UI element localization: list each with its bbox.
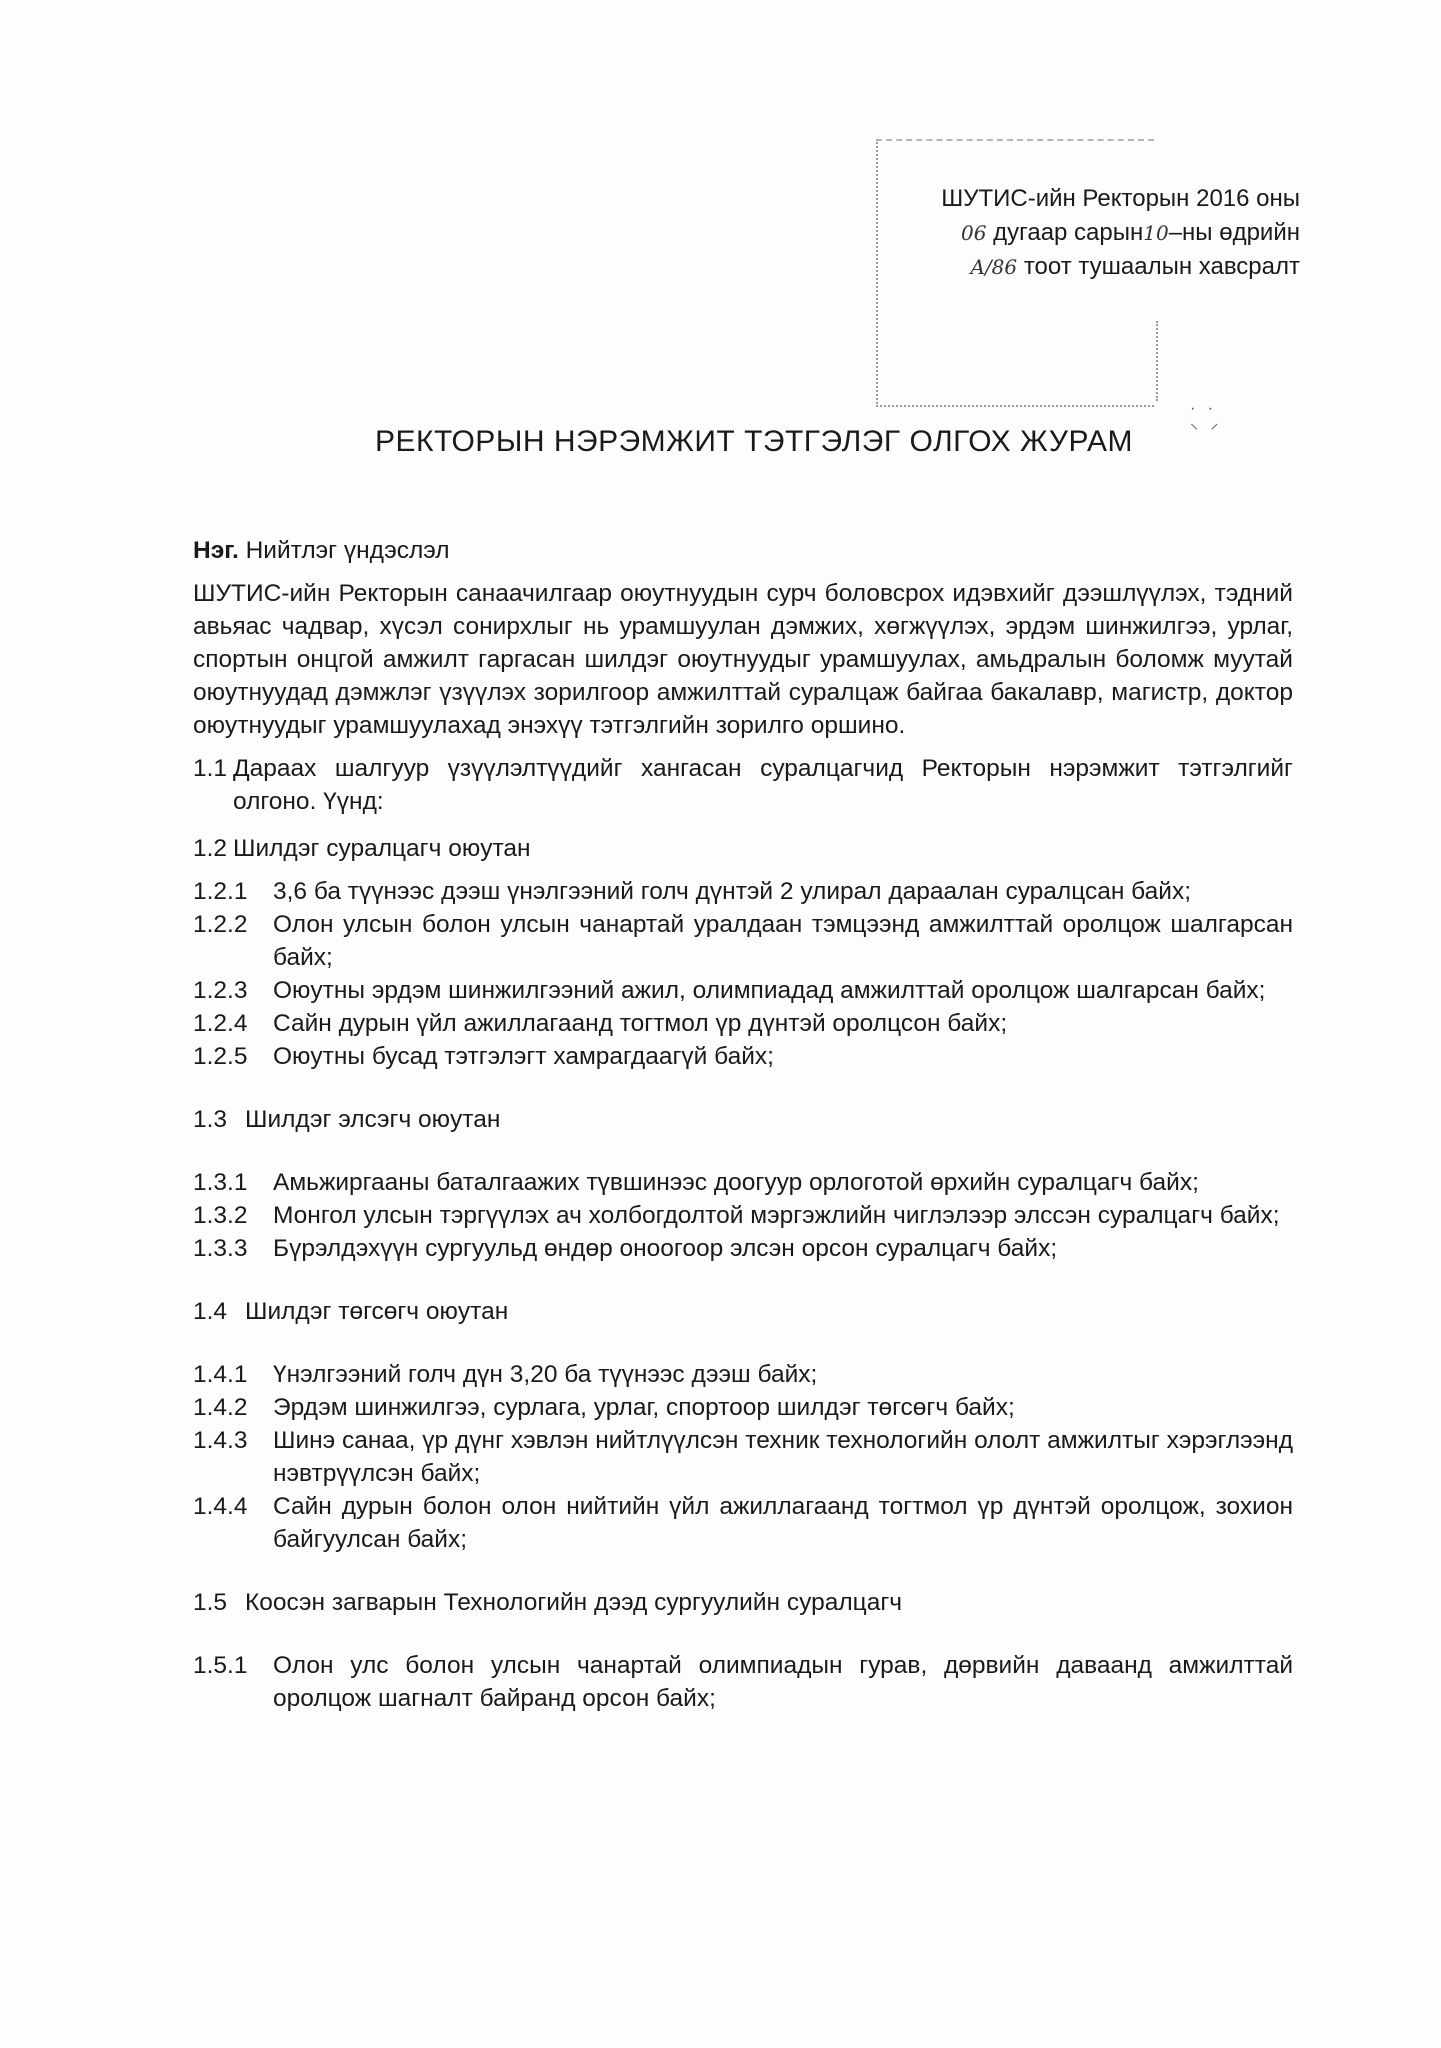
- subsection-title: Шилдэг элсэгч оюутан: [245, 1106, 501, 1133]
- clause-text: Дараах шалгуур үзүүлэлтүүдийг хангасан суралцагчид Ректорын нэрэмжит тэтгэлгийг олгоно. Үүнд:: [233, 755, 1293, 815]
- list-item-number: 1.3.3: [193, 1235, 248, 1262]
- subsection-1-5-heading: [193, 1586, 1293, 1619]
- list-item-text: Сайн дурын болон олон нийтийн үйл ажиллагаанд тогтмол үр дүнтэй оролцож, зохион байгуулсан байх;: [273, 1493, 1293, 1553]
- intro-paragraph: ШУТИС-ийн Ректорын санаачилгаар оюутнуудын сурч боловсрох идэвхийг дээшлүүлэх, тэдний авьяас чадвар, хүсэл сонирхлыг нь урамшуулан дэмжих, хөгжүүлэх, эрдэм шинжилгээ, урлаг, спортын онцгой амжилт гаргасан шилдэг оюутнуудыг урамшуулах, амьдралын боломж муутай оюутнуудад дэмжлэг үзүүлэх зорилгоор амжилттай суралцаж байгаа бакалавр, магистр, доктор оюутнуудыг урамшуулахад энэхүү тэтгэлгийн зорилго оршино.: [193, 580, 1293, 739]
- attachment-note: [860, 182, 1300, 284]
- list-item-text: 3,6 ба түүнээс дээш үнэлгээний голч дүнтэй 2 улирал дараалан суралцсан байх;: [273, 878, 1192, 905]
- list-item-text: Сайн дурын үйл ажиллагаанд тогтмол үр дүнтэй оролцсон байх;: [273, 1010, 1008, 1037]
- document-body: [193, 534, 1293, 1715]
- list-item: [193, 974, 1293, 1007]
- subsection-title: Шилдэг суралцагч оюутан: [233, 835, 531, 862]
- list-item-number: 1.2.4: [193, 1010, 248, 1037]
- list-item-text: Эрдэм шинжилгээ, сурлага, урлаг, спортоор шилдэг төгсөгч байх;: [273, 1394, 1015, 1421]
- list-item: [193, 1166, 1293, 1199]
- list-item-number: 1.3.1: [193, 1169, 248, 1196]
- list-item: [193, 908, 1293, 974]
- list-item: [193, 1232, 1293, 1265]
- scan-specks: · · ⸌ ⸍: [1190, 400, 1223, 439]
- subsection-1-4-heading: [193, 1295, 1293, 1328]
- attachment-line-3: [860, 250, 1300, 284]
- list-item-text: Олон улс болон улсын чанартай олимпиадын гурав, дөрвийн даваанд амжилттай оролцож шагналт байранд орсон байх;: [273, 1652, 1293, 1712]
- subsection-1-4-list: [193, 1358, 1293, 1556]
- list-item: [193, 1490, 1293, 1556]
- subsection-title: Шилдэг төгсөгч оюутан: [245, 1298, 509, 1325]
- subsection-1-2-list: [193, 875, 1293, 1073]
- list-item-number: 1.4.2: [193, 1394, 248, 1421]
- clause-1-1: [193, 752, 1293, 818]
- list-item-number: 1.2.5: [193, 1043, 248, 1070]
- list-item-text: Монгол улсын тэргүүлэх ач холбогдолтой мэргэжлийн чиглэлээр элссэн суралцагч байх;: [273, 1202, 1280, 1229]
- list-item-text: Оюутны бусад тэтгэлэгт хамрагдаагүй байх;: [273, 1043, 774, 1070]
- list-item: [193, 1424, 1293, 1490]
- attachment-line-2-suffix: –ны өдрийн: [1168, 219, 1300, 246]
- attachment-line-1: ШУТИС-ийн Ректорын 2016 оны: [941, 185, 1300, 212]
- handwritten-month: 06: [960, 221, 987, 245]
- attachment-line-3-text: тоот тушаалын хавсралт: [1023, 253, 1300, 280]
- list-item-text: Оюутны эрдэм шинжилгээний ажил, олимпиадад амжилттай оролцож шалгарсан байх;: [273, 977, 1266, 1004]
- list-item: [193, 1040, 1293, 1073]
- subsection-1-5-list: [193, 1649, 1293, 1715]
- section-heading-text: Нийтлэг үндэслэл: [245, 537, 450, 564]
- subsection-number: 1.5: [193, 1589, 228, 1616]
- list-item-text: Бүрэлдэхүүн сургуульд өндөр оноогоор элсэн орсон суралцагч байх;: [273, 1235, 1058, 1262]
- attachment-line-2-text: дугаар сарын: [993, 219, 1144, 246]
- section-label: Нэг.: [193, 537, 239, 564]
- subsection-1-3-list: [193, 1166, 1293, 1265]
- list-item-number: 1.4.1: [193, 1361, 248, 1388]
- list-item: [193, 1391, 1293, 1424]
- list-item: [193, 1007, 1293, 1040]
- attachment-line-2: [860, 216, 1300, 250]
- list-item-number: 1.2.1: [193, 878, 248, 905]
- clause-number: 1.1: [193, 755, 228, 782]
- subsection-1-3-heading: [193, 1103, 1293, 1136]
- list-item-number: 1.2.2: [193, 911, 248, 938]
- list-item-number: 1.3.2: [193, 1202, 248, 1229]
- list-item-number: 1.5.1: [193, 1652, 248, 1679]
- list-item-text: Үнэлгээний голч дүн 3,20 ба түүнээс дээш байх;: [273, 1361, 818, 1388]
- subsection-number: 1.2: [193, 835, 228, 862]
- list-item-number: 1.4.3: [193, 1427, 248, 1454]
- section-heading: [193, 534, 1293, 567]
- list-item-number: 1.2.3: [193, 977, 248, 1004]
- subsection-1-2-heading: [193, 832, 1293, 865]
- list-item-text: Олон улсын болон улсын чанартай уралдаан тэмцээнд амжилттай оролцож шалгарсан байх;: [273, 911, 1293, 971]
- list-item-text: Шинэ санаа, үр дүнг хэвлэн нийтлүүлсэн техник технологийн ололт амжилтыг хэрэглээнд нэвтрүүлсэн байх;: [273, 1427, 1293, 1487]
- subsection-title: Коосэн загварын Технологийн дээд сургуулийн суралцагч: [245, 1589, 903, 1616]
- list-item: [193, 875, 1293, 908]
- list-item-text: Амьжиргааны баталгаажих түвшинээс доогуур орлоготой өрхийн суралцагч байх;: [273, 1169, 1199, 1196]
- list-item: [193, 1199, 1293, 1232]
- subsection-number: 1.3: [193, 1106, 228, 1133]
- subsection-number: 1.4: [193, 1298, 228, 1325]
- list-item: [193, 1358, 1293, 1391]
- list-item-number: 1.4.4: [193, 1493, 248, 1520]
- list-item: [193, 1649, 1293, 1715]
- handwritten-order-number: A/86: [970, 255, 1018, 279]
- document-title: РЕКТОРЫН НЭРЭМЖИТ ТЭТГЭЛЭГ ОЛГОХ ЖУРАМ: [375, 425, 1133, 458]
- handwritten-day: 10: [1143, 221, 1169, 245]
